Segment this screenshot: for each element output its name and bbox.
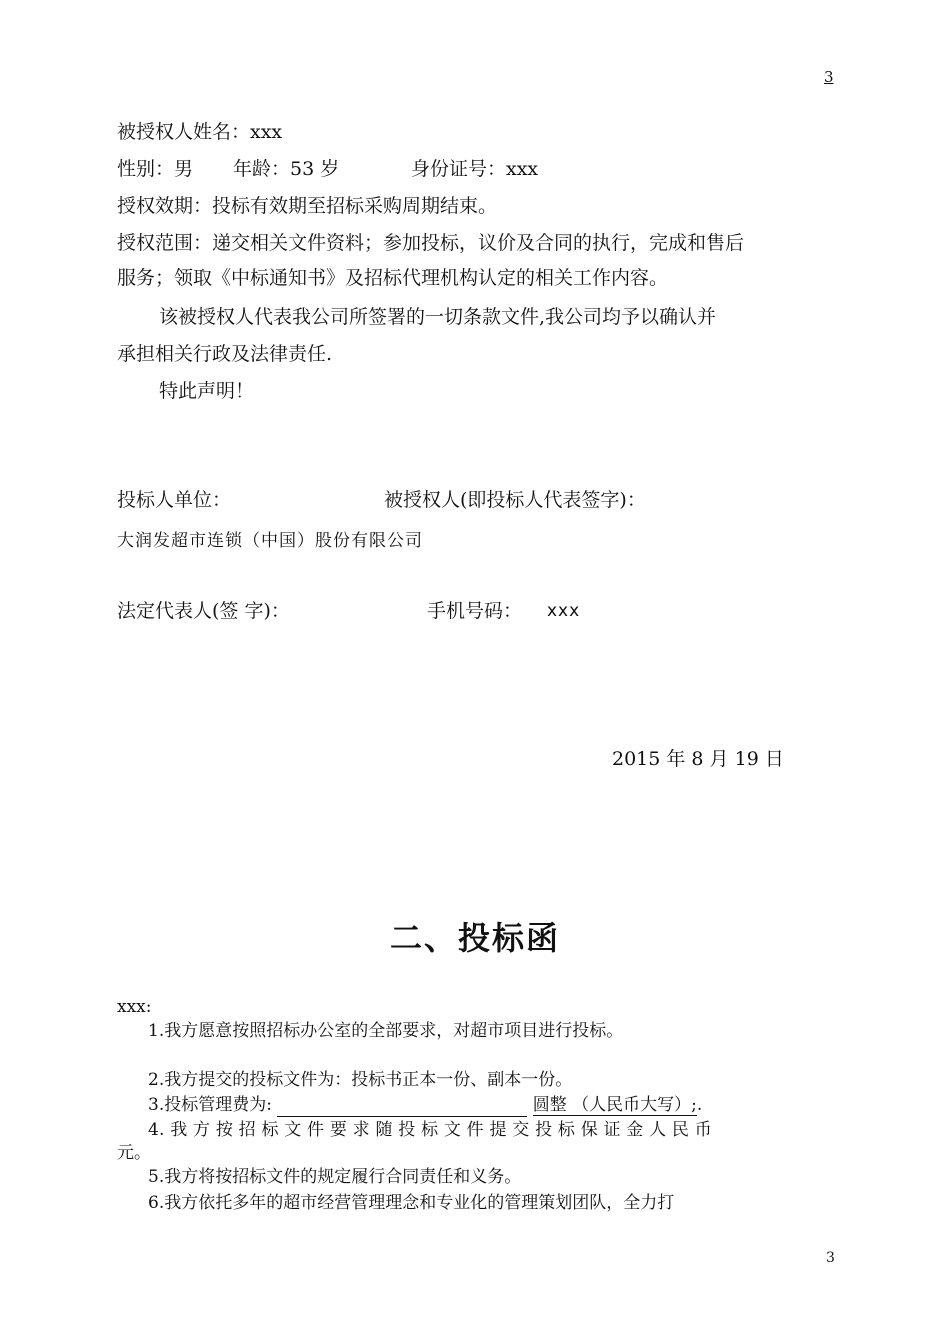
gender-label: 性别：男 — [117, 158, 194, 180]
letter-item-4-line-2: 元。 — [117, 1143, 151, 1163]
id-number-label: 身份证号：xxx — [411, 158, 539, 180]
bidder-unit-label: 投标人单位： — [117, 489, 232, 511]
phone-label: 手机号码： — [427, 600, 523, 622]
signature-date: 2015 年 8 月 19 日 — [612, 748, 784, 770]
scope-line-2: 服务；领取《中标通知书》及招标代理机构认定的相关工作内容。 — [117, 267, 669, 289]
salutation: xxx: — [117, 997, 152, 1017]
authorized-signature-label: 被授权人(即投标人代表签字)： — [384, 489, 646, 511]
page-number-bottom: 3 — [826, 1250, 835, 1266]
management-fee-blank — [277, 1098, 527, 1117]
phone-value: xxx — [547, 601, 581, 621]
letter-item-4-line-1: 4. 我 方 按 招 标 文 件 要 求 随 投 标 文 件 提 交 投 标 保 证 金 人 民 币 — [148, 1120, 712, 1140]
validity-line: 授权效期：投标有效期至招标采购周期结束。 — [117, 195, 498, 217]
section-title: 二、投标函 — [389, 919, 560, 957]
statement-line-2: 承担相关行政及法律责任. — [117, 343, 333, 365]
authorized-name-line: 被授权人姓名：xxx — [117, 121, 283, 143]
management-fee-label: 3.投标管理费为: — [148, 1095, 272, 1115]
statement-line-1: 该被授权人代表我公司所签署的一切条款文件,我公司均予以确认并 — [159, 306, 717, 328]
letter-item-6: 6.我方依托多年的超市经营管理理念和专业化的管理策划团队，全力打 — [148, 1193, 675, 1213]
management-fee-suffix: 圆整 （人民币大写）; — [532, 1095, 697, 1115]
letter-item-1: 1.我方愿意按照招标办公室的全部要求，对超市项目进行投标。 — [148, 1021, 624, 1041]
item-3-end: . — [696, 1095, 703, 1115]
page-number-top: 3 — [824, 68, 834, 86]
scope-line-1: 授权范围：递交相关文件资料；参加投标，议价及合同的执行，完成和售后 — [117, 232, 745, 254]
company-name: 大润发超市连锁（中国）股份有限公司 — [117, 531, 423, 551]
letter-item-5: 5.我方将按招标文件的规定履行合同责任和义务。 — [148, 1167, 522, 1187]
letter-item-2: 2.我方提交的投标文件为：投标书正本一份、副本一份。 — [148, 1070, 573, 1090]
legal-representative-label: 法定代表人(签 字)： — [117, 600, 290, 622]
age-label: 年龄：53 岁 — [233, 158, 340, 180]
declaration-line: 特此声明！ — [159, 380, 255, 402]
letter-item-3 — [148, 1094, 702, 1117]
